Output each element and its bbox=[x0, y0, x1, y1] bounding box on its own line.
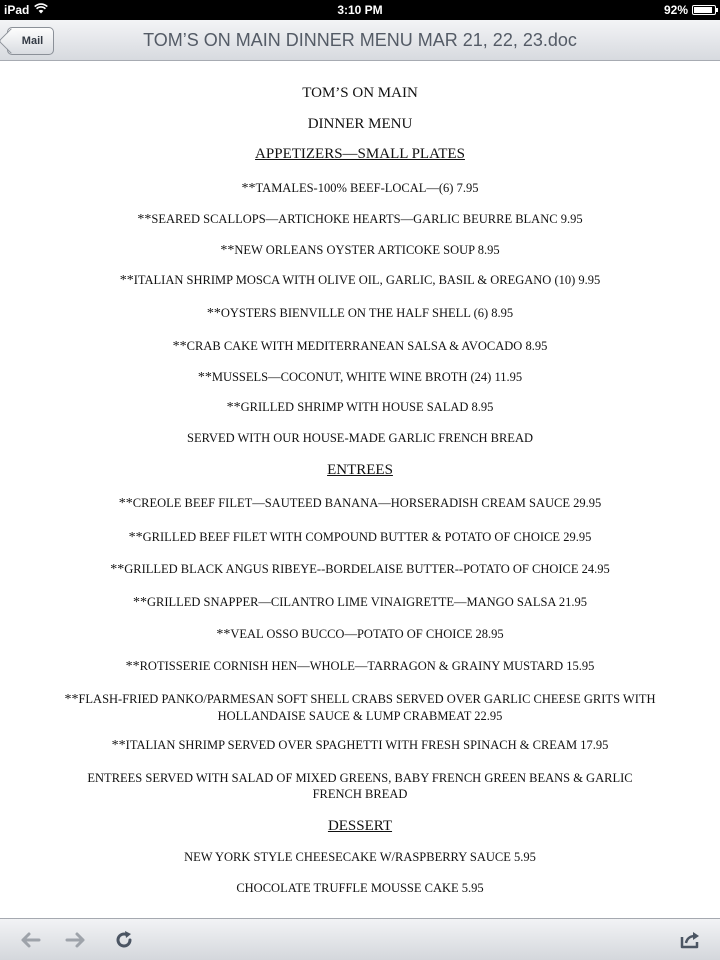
entree-item bbox=[0, 496, 720, 512]
star-marker: ** bbox=[226, 400, 241, 415]
entree-item bbox=[0, 659, 720, 675]
star-marker: ** bbox=[172, 339, 187, 354]
back-button-label: Mail bbox=[21, 35, 44, 47]
menu-item-text: TAMALES-100% BEEF-LOCAL—(6) 7.95 bbox=[255, 181, 479, 195]
entree-item bbox=[0, 562, 720, 578]
entree-item bbox=[0, 738, 720, 754]
menu-item-text: MUSSELS—COCONUT, WHITE WINE BROTH (24) 11.95 bbox=[211, 370, 523, 384]
star-marker: ** bbox=[64, 692, 79, 707]
menu-item-text: CRAB CAKE WITH MEDITERRANEAN SALSA & AVOCADO 8.95 bbox=[186, 339, 548, 353]
menu-item-text: GRILLED SNAPPER—CILANTRO LIME VINAIGRETTE—MANGO SALSA 21.95 bbox=[146, 595, 588, 609]
status-right bbox=[664, 3, 716, 17]
entree-item bbox=[0, 595, 720, 611]
status-time: 3:10 PM bbox=[337, 3, 383, 17]
star-marker: ** bbox=[137, 212, 152, 227]
menu-item-text: ROTISSERIE CORNISH HEN—WHOLE—TARRAGON & GRAINY MUSTARD 15.95 bbox=[139, 659, 595, 673]
menu-item-text: VEAL OSSO BUCCO—POTATO OF CHOICE 28.95 bbox=[230, 627, 504, 641]
appetizer-item bbox=[0, 243, 720, 259]
status-bar bbox=[0, 0, 720, 20]
menu-item-text: NEW ORLEANS OYSTER ARTICOKE SOUP 8.95 bbox=[234, 243, 500, 257]
menu-item-text: ITALIAN SHRIMP SERVED OVER SPAGHETTI WITH FRESH SPINACH & CREAM 17.95 bbox=[125, 738, 609, 752]
star-marker: ** bbox=[132, 595, 147, 610]
navigation-bar bbox=[0, 20, 720, 61]
menu-item-text: GRILLED BEEF FILET WITH COMPOUND BUTTER & POTATO OF CHOICE 29.95 bbox=[142, 530, 592, 544]
star-marker: ** bbox=[119, 273, 134, 288]
entrees-heading: ENTREES bbox=[327, 462, 393, 478]
appetizer-item bbox=[0, 370, 720, 386]
appetizer-item bbox=[0, 306, 720, 322]
mail-back-button[interactable] bbox=[7, 27, 54, 55]
star-marker: ** bbox=[220, 243, 235, 258]
star-marker: ** bbox=[128, 530, 143, 545]
battery-icon bbox=[692, 5, 716, 15]
menu-item-text: OYSTERS BIENVILLE ON THE HALF SHELL (6) 8.95 bbox=[220, 306, 514, 320]
dessert-item: NEW YORK STYLE CHEESECAKE W/RASPBERRY SAUCE 5.95 bbox=[184, 850, 536, 864]
battery-percent: 92% bbox=[663, 3, 688, 17]
entree-item bbox=[0, 627, 720, 643]
battery-fill bbox=[694, 7, 712, 13]
appetizer-item bbox=[0, 400, 720, 416]
device-name: iPad bbox=[4, 3, 30, 17]
appetizer-item bbox=[0, 273, 720, 289]
document-title: TOM’S ON MAIN DINNER MENU MAR 21, 22, 23.doc bbox=[143, 30, 577, 50]
star-marker: ** bbox=[125, 659, 140, 674]
appetizer-item bbox=[0, 212, 720, 228]
star-marker: ** bbox=[216, 627, 231, 642]
star-marker: ** bbox=[118, 496, 133, 511]
appetizer-item bbox=[0, 181, 720, 197]
menu-title: DINNER MENU bbox=[307, 116, 413, 132]
dessert-heading: DESSERT bbox=[327, 818, 393, 834]
menu-item-text: CREOLE BEEF FILET—SAUTEED BANANA—HORSERADISH CREAM SAUCE 29.95 bbox=[132, 496, 602, 510]
star-marker: ** bbox=[110, 562, 125, 577]
menu-item-text: ITALIAN SHRIMP MOSCA WITH OLIVE OIL, GARLIC, BASIL & OREGANO (10) 9.95 bbox=[133, 273, 601, 287]
entree-item bbox=[60, 691, 660, 724]
menu-item-text: FLASH-FRIED PANKO/PARMESAN SOFT SHELL CRABS SERVED OVER GARLIC CHEESE GRITS WITH HOLLANDAISE SAUCE & LUMP CRABMEAT 22.95 bbox=[78, 692, 656, 723]
star-marker: ** bbox=[111, 738, 126, 753]
appetizer-item bbox=[0, 339, 720, 355]
appetizers-note: SERVED WITH OUR HOUSE-MADE GARLIC FRENCH BREAD bbox=[187, 431, 533, 445]
restaurant-name: TOM’S ON MAIN bbox=[302, 85, 418, 101]
document-view[interactable] bbox=[0, 62, 720, 918]
menu-item-text: GRILLED BLACK ANGUS RIBEYE--BORDELAISE BUTTER--POTATO OF CHOICE 24.95 bbox=[124, 562, 610, 576]
star-marker: ** bbox=[241, 181, 256, 196]
forward-arrow-icon[interactable] bbox=[64, 928, 88, 952]
reload-icon[interactable] bbox=[112, 928, 136, 952]
entree-item bbox=[0, 530, 720, 546]
bottom-toolbar bbox=[0, 918, 720, 960]
dessert-item: CHOCOLATE TRUFFLE MOUSSE CAKE 5.95 bbox=[236, 881, 484, 895]
star-marker: ** bbox=[206, 306, 221, 321]
menu-item-text: SEARED SCALLOPS—ARTICHOKE HEARTS—GARLIC BEURRE BLANC 9.95 bbox=[151, 212, 583, 226]
star-marker: ** bbox=[197, 370, 212, 385]
entrees-note: ENTREES SERVED WITH SALAD OF MIXED GREENS, BABY FRENCH GREEN BEANS & GARLIC FRENCH BREAD bbox=[87, 771, 633, 801]
back-arrow-icon[interactable] bbox=[18, 928, 42, 952]
menu-item-text: GRILLED SHRIMP WITH HOUSE SALAD 8.95 bbox=[240, 400, 494, 414]
appetizers-heading: APPETIZERS—SMALL PLATES bbox=[255, 146, 465, 162]
share-icon[interactable] bbox=[678, 928, 702, 952]
